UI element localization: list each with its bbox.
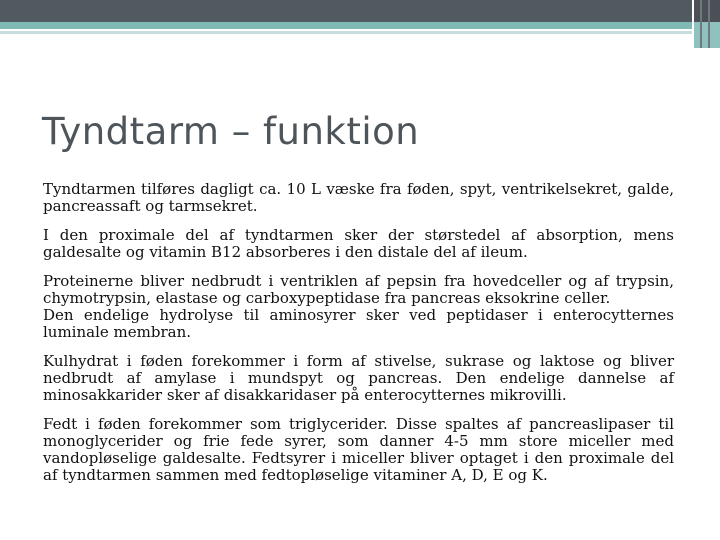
slide-title: Tyndtarm – funktion [42, 110, 420, 153]
paragraph-line: Den endelige hydrolyse til aminosyrer sker ved peptidaser i enterocytternes luminale membran. [43, 306, 674, 341]
header-bar-dark [0, 0, 692, 22]
corner-block-dark [694, 0, 720, 22]
paragraph-line: Kulhydrat i føden forekommer i form af stivelse, sukrase og laktose og bliver nedbrudt af amylase i mundspyt og pancreas. Den endelige dannelse af minosakkarider sker af disakkaridaser på enterocytternes mikrovilli. [43, 352, 674, 404]
corner-strip [700, 0, 702, 48]
paragraph-line: Tyndtarmen tilføres dagligt ca. 10 L væske fra føden, spyt, ventrikelsekret, galde, pancreassaft og tarmsekret. [43, 180, 674, 215]
paragraph-line: Proteinerne bliver nedbrudt i ventriklen af pepsin fra hovedceller og af trypsin, chymotrypsin, elastase og carboxypeptidase fra pancreas eksokrine celler. [43, 272, 674, 307]
paragraph-fats [43, 416, 674, 484]
paragraph-line: Fedt i føden forekommer som triglycerider. Disse spaltes af pancreaslipaser til monoglycerider og frie fede syrer, som danner 4-5 mm store miceller med vandopløselige galdesalte. Fedtsyrer i miceller bliver optaget i den proximale del af tyndtarmen sammen med fedtopløselige vitaminer A, D, E og K. [43, 415, 674, 484]
header-bar-line [0, 31, 692, 34]
paragraph-intake [43, 181, 674, 215]
slide-body [43, 181, 674, 496]
paragraph-proteins [43, 273, 674, 341]
corner-gap [692, 0, 694, 48]
corner-block-light [694, 22, 720, 48]
paragraph-line: I den proximale del af tyndtarmen sker der størstedel af absorption, mens galdesalte og vitamin B12 absorberes i den distale del af ileum. [43, 226, 674, 261]
header-bar-accent [0, 22, 692, 29]
paragraph-absorption [43, 227, 674, 261]
corner-strip [708, 0, 710, 48]
paragraph-carbohydrates [43, 353, 674, 404]
